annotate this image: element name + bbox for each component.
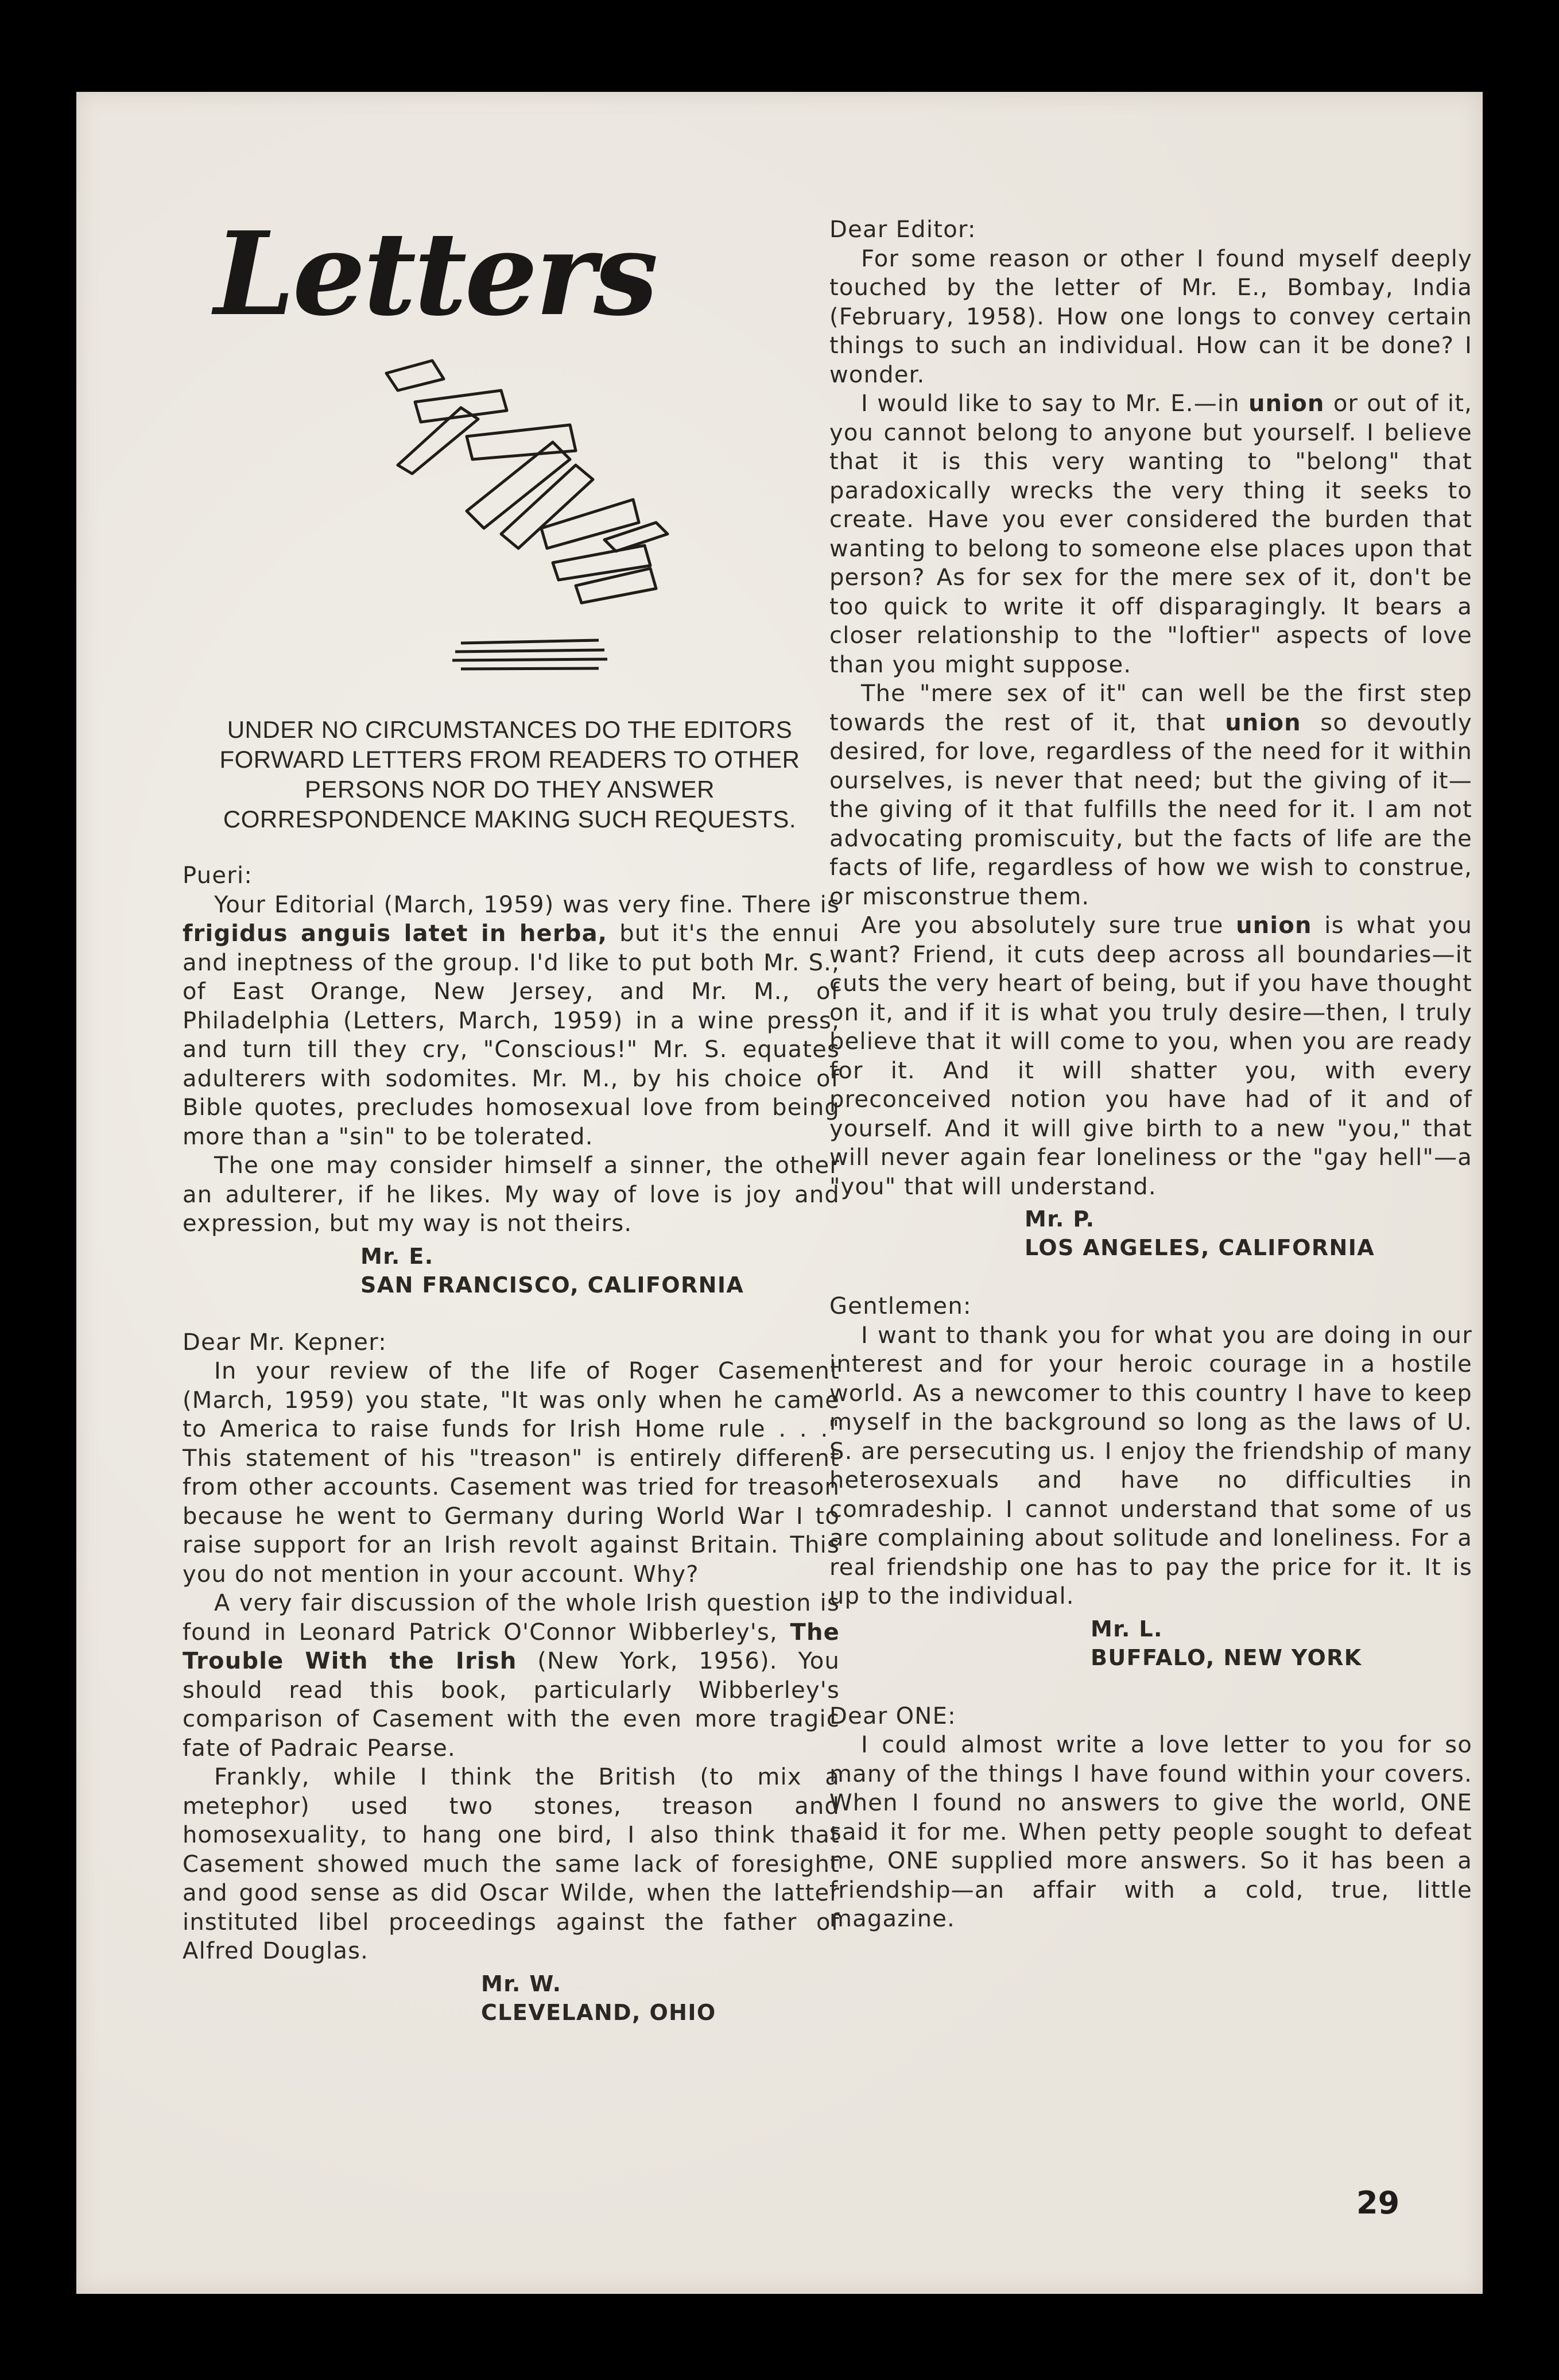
- letter-dear-one: [829, 1702, 1472, 1934]
- signature-place: SAN FRANCISCO, CALIFORNIA: [360, 1272, 744, 1298]
- signature-place: BUFFALO, NEW YORK: [1091, 1644, 1362, 1670]
- letter-paragraph: Your Editorial (March, 1959) was very fine. There is frigidus anguis latet in herba, but it's the ennui and ineptness of the group. I'd like to put both Mr. S., of East Orange, New Jersey, and Mr. M., of Philadelphia (Letters, March, 1959) in a wine press, and turn till they cry, "Conscious!" Mr. S. equates adulterers with sodomites. Mr. M., by his choice of Bible quotes, precludes homosexual love from being more than a "sin" to be tolerated.: [183, 891, 840, 1150]
- editorial-notice: UNDER NO CIRCUMSTANCES DO THE EDITORS FORWARD LETTERS FROM READERS TO OTHER PERSONS NOR DO THEY ANSWER CORRESPONDENCE MAKING SUCH REQUESTS.: [219, 716, 800, 833]
- letter-paragraph: The "mere sex of it" can well be the first step towards the rest of it, that union so devoutly desired, for love, regardless of the need for it within ourselves, is never that need; but the giving of it—the giving of it that fulfills the need for it. I am not advocating promiscuity, but the facts of life are the facts of life, regardless of how we wish to construe, or misconstrue them.: [829, 680, 1472, 910]
- letter-paragraph: Are you absolutely sure true union is what you want? Friend, it cuts deep across all boundaries—it cuts the very heart of being, but if you have thought on it, and if it is what you truly desire—then, I truly believe that it will come to you, when you are ready for it. And it will shatter you, with every preconceived notion you have had of it and of yourself. And it will give birth to a new "you," that will never again fear loneliness or the "gay hell"—a "you" that will understand.: [829, 912, 1472, 1200]
- letter-mr-p: [829, 215, 1472, 1262]
- letter-mr-w: [183, 1328, 840, 2027]
- signature-name: Mr. L.: [1091, 1616, 1163, 1642]
- signature-place: CLEVELAND, OHIO: [481, 1999, 716, 2025]
- right-column: [829, 215, 1472, 1934]
- signature-name: Mr. P.: [1025, 1206, 1095, 1232]
- letter-salutation: Pueri:: [183, 862, 253, 889]
- flying-letters-illustration: [381, 356, 736, 689]
- letter-salutation: Dear ONE:: [829, 1702, 956, 1729]
- left-column: [183, 861, 840, 2027]
- letter-paragraph: I want to thank you for what you are doing in our interest and for your heroic courage in a hostile world. As a newcomer to this country I have to keep myself in the background so long as the laws of U. S. are persecuting us. I enjoy the friendship of many heterosexuals and have no difficulties in comradeship. I cannot understand that some of us are complaining about solitude and loneliness. For a real friendship one has to pay the price for it. It is up to the individual.: [829, 1322, 1472, 1609]
- letter-salutation: Gentlemen:: [829, 1293, 972, 1319]
- letter-salutation: Dear Mr. Kepner:: [183, 1329, 387, 1356]
- letter-paragraph: I would like to say to Mr. E.—in union or out of it, you cannot belong to anyone but yourself. I believe that it is this very wanting to "belong" that paradoxically wrecks the very thing it seeks to create. Have you ever considered the burden that wanting to belong to someone else places upon that person? As for sex for the mere sex of it, don't be too quick to write it off disparagingly. It bears a closer relationship to the "loftier" aspects of love than you might suppose.: [829, 390, 1472, 678]
- letter-paragraph: I could almost write a love letter to you for so many of the things I have found within your covers. When I found no answers to give the world, ONE said it for me. When petty people sought to defeat me, ONE supplied more answers. So it has been a friendship—an affair with a cold, true, little magazine.: [829, 1732, 1472, 1932]
- letter-paragraph: In your review of the life of Roger Casement (March, 1959) you state, "It was only when he came to America to raise funds for Irish Home rule . . ." This statement of his "treason" is entirely different from other accounts. Casement was tried for treason because he went to Germany during World War I to raise support for an Irish revolt against Britain. This you do not mention in your account. Why?: [183, 1358, 840, 1588]
- magazine-page: [76, 92, 1483, 2294]
- letter-mr-l: [829, 1292, 1472, 1672]
- page-number: 29: [1356, 2185, 1400, 2221]
- signature-name: Mr. E.: [360, 1243, 434, 1269]
- page-heading: Letters: [214, 207, 656, 342]
- letter-mr-e: [183, 861, 840, 1299]
- letter-paragraph: Frankly, while I think the British (to mix a metephor) used two stones, treason and homosexuality, to hang one bird, I also think that Casement showed much the same lack of foresight and good sense as did Oscar Wilde, when the latter instituted libel proceedings against the father of Alfred Douglas.: [183, 1764, 840, 1964]
- letter-paragraph: The one may consider himself a sinner, the other an adulterer, if he likes. My way of love is joy and expression, but my way is not theirs.: [183, 1152, 840, 1237]
- letter-paragraph: A very fair discussion of the whole Irish question is found in Leonard Patrick O'Connor Wibberley's, The Trouble With the Irish (New York, 1956). You should read this book, particularly Wibberley's comparison of Casement with the even more tragic fate of Padraic Pearse.: [183, 1590, 840, 1762]
- letter-paragraph: For some reason or other I found myself deeply touched by the letter of Mr. E., Bombay, India (February, 1958). How one longs to convey certain things to such an individual. How can it be done? I wonder.: [829, 245, 1472, 388]
- signature-place: LOS ANGELES, CALIFORNIA: [1025, 1235, 1375, 1260]
- letter-salutation: Dear Editor:: [829, 216, 976, 243]
- signature-name: Mr. W.: [481, 1971, 562, 1996]
